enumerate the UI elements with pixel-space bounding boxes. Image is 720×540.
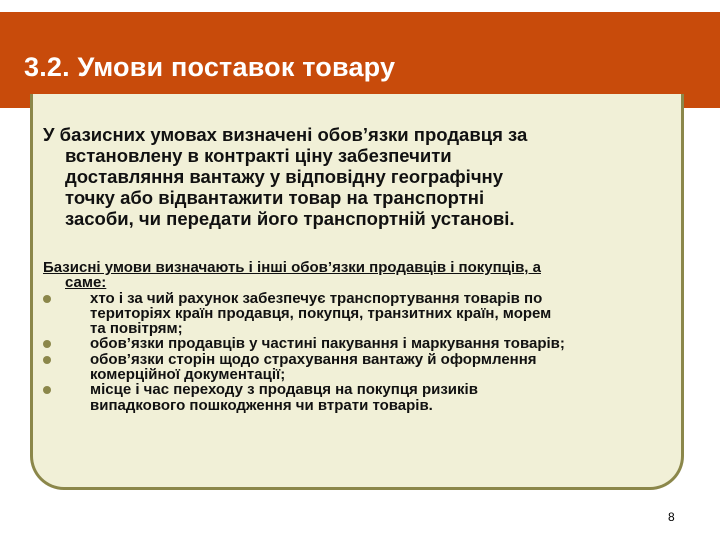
main-paragraph-line: доставляння вантажу у відповідну географічну xyxy=(65,166,504,187)
bullet-list xyxy=(43,291,663,413)
bullet-line: випадкового пошкодження чи втрати товарів. xyxy=(90,396,433,414)
list-item xyxy=(43,291,663,337)
list-item xyxy=(43,382,663,413)
sub-paragraph xyxy=(43,260,663,413)
bullet-line: хто і за чий рахунок забезпечує транспортування товарів по xyxy=(90,289,543,307)
bullet-dot-icon xyxy=(43,386,51,394)
sub-paragraph-intro xyxy=(43,260,663,291)
main-paragraph-line: точку або відвантажити товар на транспортні xyxy=(65,187,485,208)
bullet-line: місце і час переходу з продавця на покупця ризиків xyxy=(90,381,478,399)
slide-title: 3.2. Умови поставок товару xyxy=(24,52,396,82)
bullet-line: територіях країн продавця, покупця, транзитних країн, морем xyxy=(90,304,552,322)
bullet-dot-icon xyxy=(43,295,51,303)
page-number: 8 xyxy=(668,510,675,524)
bullet-line: комерційної документації; xyxy=(90,366,286,384)
main-paragraph-line: засоби, чи передати його транспортній установі. xyxy=(65,208,515,229)
bullet-line: обов’язки продавців у частині пакування і маркування товарів; xyxy=(90,335,565,353)
main-paragraph-line: У базисних умовах визначені обов’язки продавця за xyxy=(43,124,528,145)
main-paragraph xyxy=(43,124,643,229)
bullet-line: обов’язки сторін щодо страхування вантажу й оформлення xyxy=(90,350,537,368)
sub-intro-line: Базисні умови визначають і інші обов’язки продавців і покупців, а xyxy=(43,259,541,276)
list-item xyxy=(43,352,663,383)
main-paragraph-line: встановлену в контракті ціну забезпечити xyxy=(65,145,452,166)
list-item xyxy=(43,336,663,351)
bullet-dot-icon xyxy=(43,340,51,348)
bullet-line: та повітрям; xyxy=(90,320,183,338)
bullet-dot-icon xyxy=(43,356,51,364)
sub-intro-line: саме: xyxy=(65,274,107,292)
